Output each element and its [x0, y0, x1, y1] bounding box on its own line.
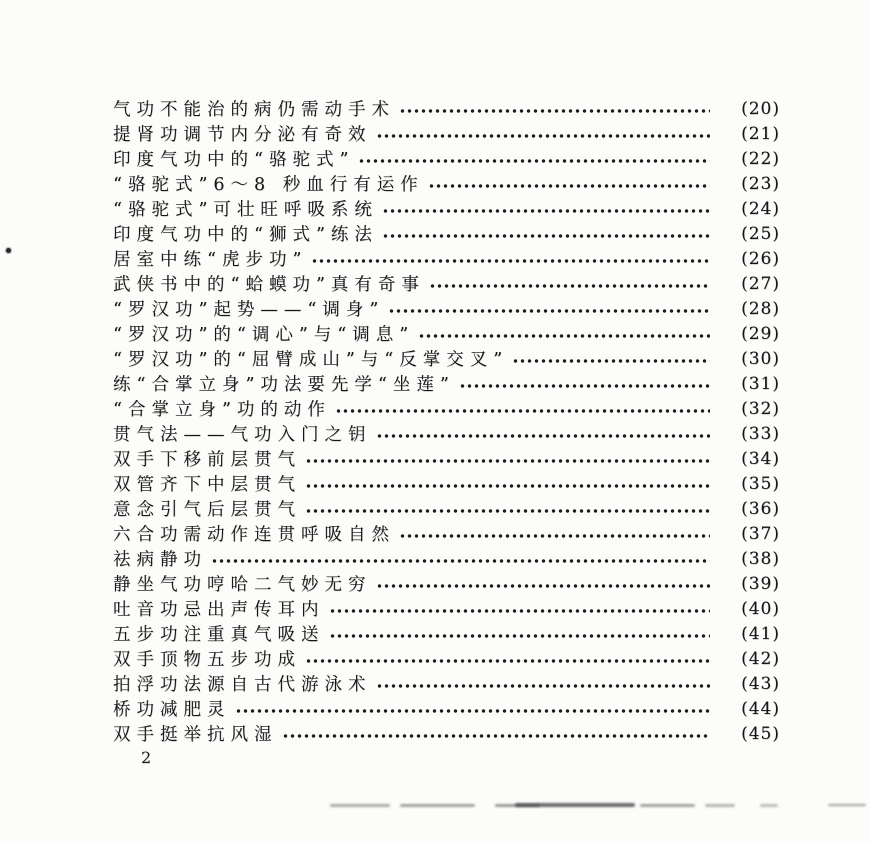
toc-entry — [113, 496, 780, 521]
toc-entry-page: (37) — [741, 523, 780, 544]
dot-leader — [329, 608, 711, 614]
toc-entry-page: (24) — [741, 198, 780, 219]
toc-entry-page: (45) — [741, 723, 780, 744]
toc-entry-page: (27) — [741, 273, 780, 294]
toc-entry — [113, 671, 780, 696]
toc-entry-title: 提肾功调节内分泌有奇效 — [113, 125, 372, 145]
toc-entry-page: (22) — [741, 148, 780, 169]
toc-entry-page: (30) — [741, 348, 780, 369]
toc-entry — [113, 121, 780, 146]
toc-entry — [113, 596, 780, 621]
toc-entry — [113, 696, 780, 721]
toc-entry — [113, 646, 780, 671]
toc-entry-page: (38) — [741, 548, 780, 569]
toc-entry-page: (40) — [741, 598, 780, 619]
toc-entry-page: (25) — [741, 223, 780, 244]
dot-leader — [305, 458, 710, 464]
toc-entry-page: (41) — [741, 623, 780, 644]
toc-entry-title: 双手挺举抗风湿 — [113, 725, 278, 745]
smudge-mark — [330, 804, 390, 807]
smudge-mark — [760, 804, 778, 807]
dot-leader — [305, 483, 710, 489]
dot-leader — [358, 158, 710, 164]
toc-entry-title: 吐音功忌出声传耳内 — [113, 600, 325, 620]
toc-entry-title: 意念引气后层贯气 — [113, 500, 301, 520]
toc-entry — [113, 96, 780, 121]
toc-entry-page: (32) — [741, 398, 780, 419]
toc-entry-page: (43) — [741, 673, 780, 694]
dot-leader — [382, 208, 710, 214]
dot-leader — [211, 558, 710, 564]
dot-leader — [512, 358, 710, 364]
toc-entry-title: 双手下移前层贯气 — [113, 450, 301, 470]
dot-leader — [305, 508, 710, 514]
toc-entry-title: 祛病静功 — [113, 550, 207, 570]
toc-entry — [113, 246, 780, 271]
dot-leader — [388, 308, 710, 314]
dot-leader — [399, 533, 710, 539]
toc-entry — [113, 371, 780, 396]
smudge-mark — [705, 804, 735, 807]
toc-entry — [113, 296, 780, 321]
page-folio-number: 2 — [141, 748, 152, 767]
toc-entry-page: (33) — [741, 423, 780, 444]
toc-entry-title: “罗汉功”的“屈臂成山”与“反掌交叉” — [113, 350, 509, 370]
toc-entry-title: “骆驼式”6～8 秒血行有运作 — [113, 175, 424, 195]
smudge-mark — [640, 804, 695, 807]
toc-entry-title: “罗汉功”的“调心”与“调息” — [113, 325, 415, 345]
toc-entry-title: 印度气功中的“狮式”练法 — [113, 225, 378, 245]
toc-entry — [113, 471, 780, 496]
toc-entry — [113, 721, 780, 746]
toc-entry — [113, 321, 780, 346]
toc-entry-page: (31) — [741, 373, 780, 394]
smudge-mark — [828, 804, 866, 806]
toc-entry — [113, 546, 780, 571]
dot-leader — [376, 683, 711, 689]
toc-entry-page: (42) — [741, 648, 780, 669]
dot-leader — [459, 383, 710, 389]
toc-entry-page: (23) — [741, 173, 780, 194]
toc-entry-title: 武侠书中的“蛤蟆功”真有奇事 — [113, 275, 425, 295]
dot-leader — [418, 333, 710, 339]
dot-leader — [311, 258, 710, 264]
smudge-mark — [515, 803, 635, 807]
dot-leader — [282, 733, 711, 739]
toc-entry-title: 桥功减肥灵 — [113, 700, 231, 720]
dot-leader — [429, 283, 710, 289]
smudge-mark — [400, 804, 475, 807]
dot-leader — [376, 433, 711, 439]
toc-entry — [113, 196, 780, 221]
toc-entry-page: (20) — [741, 98, 780, 119]
toc-entry — [113, 396, 780, 421]
toc-entry-page: (21) — [741, 123, 780, 144]
dot-leader — [382, 233, 710, 239]
dot-leader — [329, 633, 711, 639]
toc-entry-page: (39) — [741, 573, 780, 594]
toc-entry — [113, 521, 780, 546]
toc-entry — [113, 446, 780, 471]
toc-entry-title: “罗汉功”起势——“调身” — [113, 300, 385, 320]
dot-leader — [335, 408, 710, 414]
toc-entry — [113, 171, 780, 196]
dot-leader — [376, 583, 711, 589]
toc-entry-title: 五步功注重真气吸送 — [113, 625, 325, 645]
toc-entry-title: 拍浮功法源自古代游泳术 — [113, 675, 372, 695]
toc-entry-title: 贯气法——气功入门之钥 — [113, 425, 372, 445]
toc-entry-title: 六合功需动作连贯呼吸自然 — [113, 525, 395, 545]
ink-speck-artifact — [6, 248, 11, 253]
toc-entry-title: “合掌立身”功的动作 — [113, 400, 331, 420]
toc-entry — [113, 421, 780, 446]
toc-entry — [113, 146, 780, 171]
dot-leader — [428, 183, 710, 189]
toc-entry-title: 居室中练“虎步功” — [113, 250, 308, 270]
dot-leader — [399, 108, 710, 114]
toc-entry — [113, 221, 780, 246]
toc-entry-title: “骆驼式”可壮旺呼吸系统 — [113, 200, 378, 220]
dot-leader — [305, 658, 710, 664]
toc-entry-title: 印度气功中的“骆驼式” — [113, 150, 355, 170]
dot-leader — [235, 708, 711, 714]
toc-entry-page: (26) — [741, 248, 780, 269]
toc-entry-page: (36) — [741, 498, 780, 519]
toc-entry-title: 静坐气功哼哈二气妙无穷 — [113, 575, 372, 595]
toc-entry — [113, 621, 780, 646]
toc-entry-page: (29) — [741, 323, 780, 344]
toc-entry-page: (44) — [741, 698, 780, 719]
toc-entry-page: (35) — [741, 473, 780, 494]
toc-entry-title: 双管齐下中层贯气 — [113, 475, 301, 495]
toc-entry — [113, 346, 780, 371]
toc-entry-title: 双手顶物五步功成 — [113, 650, 301, 670]
toc-entry-page: (28) — [741, 298, 780, 319]
toc-entry-title: 练“合掌立身”功法要先学“坐莲” — [113, 375, 455, 395]
toc-entry — [113, 571, 780, 596]
table-of-contents — [113, 96, 780, 746]
bleed-through-smudge — [0, 798, 870, 812]
toc-entry-page: (34) — [741, 448, 780, 469]
toc-entry-title: 气功不能治的病仍需动手术 — [113, 100, 395, 120]
dot-leader — [376, 133, 711, 139]
toc-entry — [113, 271, 780, 296]
